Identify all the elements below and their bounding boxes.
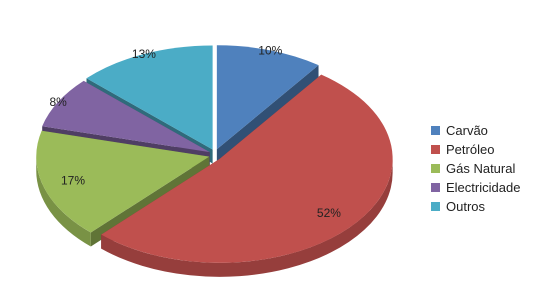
legend-item-gas-natural [431,159,536,178]
data-label-petroleo: 52% [316,206,341,221]
data-label-gas-natural: 17% [60,173,86,188]
legend-label-outros: Outros [446,199,486,214]
legend-label-petroleo: Petróleo [446,142,495,157]
legend-item-electricidade [431,178,536,197]
legend-swatch-gas-natural [431,164,440,173]
legend-swatch-electricidade [431,183,440,192]
legend-label-gas-natural: Gás Natural [446,161,516,176]
data-label-electricidade: 8% [49,95,67,110]
legend-swatch-outros [431,202,440,211]
legend-item-outros [431,197,536,216]
legend-swatch-carvao [431,126,440,135]
chart-legend [431,121,536,216]
legend-swatch-petroleo [431,145,440,154]
legend-label-electricidade: Electricidade [446,180,521,195]
legend-item-petroleo [431,140,536,159]
legend-item-carvao [431,121,536,140]
legend-label-carvao: Carvão [446,123,488,138]
data-label-carvao: 10% [258,43,283,58]
data-label-outros: 13% [131,47,156,62]
